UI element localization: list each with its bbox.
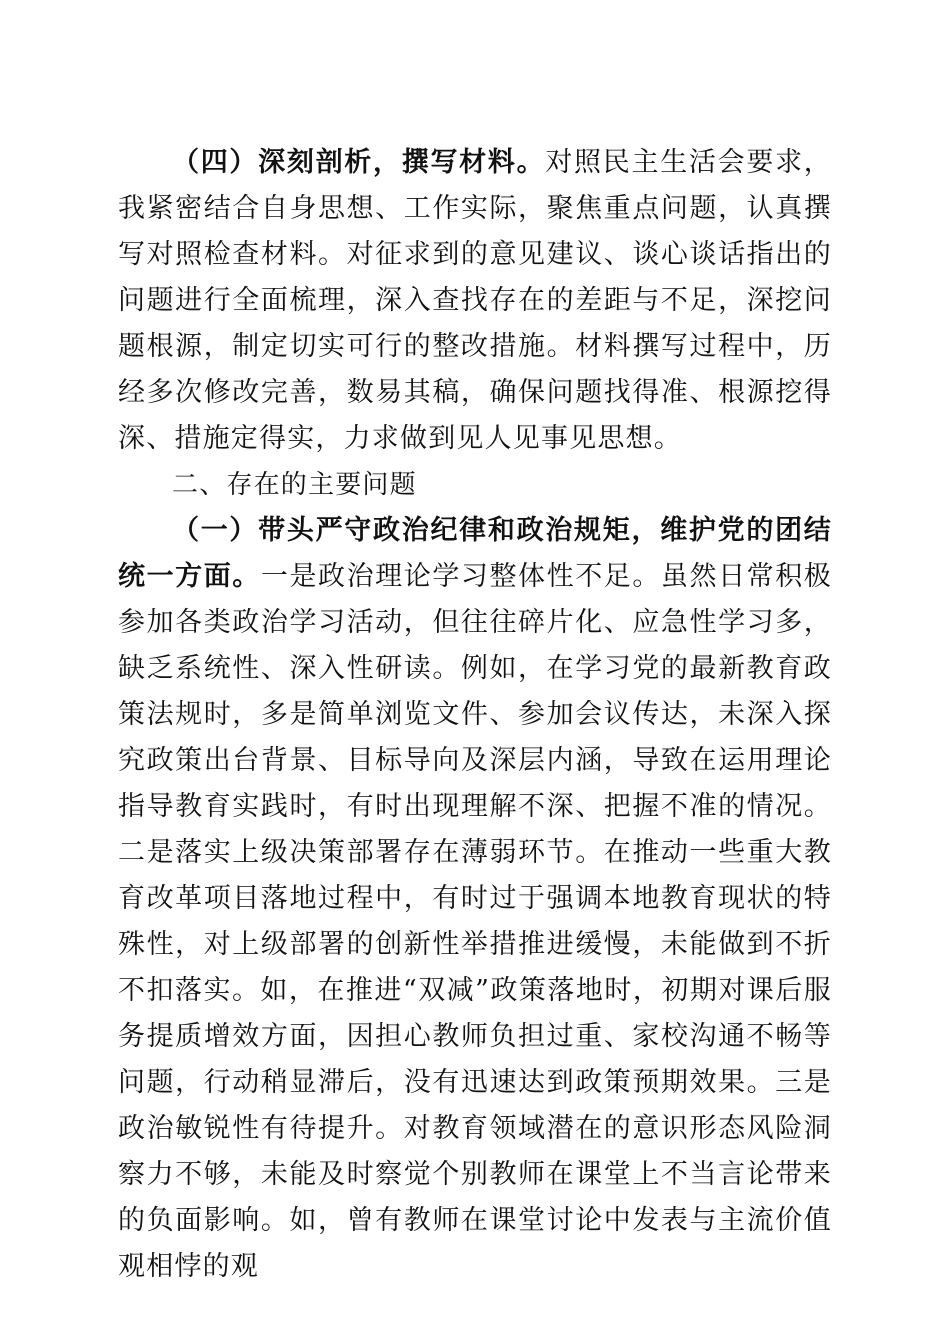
part-2-heading: 二、存在的主要问题 <box>172 470 417 500</box>
part-2-item-1-body: 一是政治理论学习整体性不足。虽然日常积极参加各类政治学习活动，但往往碎片化、应急性学习多，缺乏系统性、深入性研读。例如，在学习党的最新教育政策法规时，多是简单浏览文件、参加会议传达，未深入探究政策出台背景、目标导向及深层内涵，导致在运用理论指导教育实践时，有时出现理解不深、把握不准的情况。二是落实上级决策部署存在薄弱环节。在推动一些重大教育改革项目落地过程中，有时过于强调本地教育现状的特殊性，对上级部署的创新性举措推进缓慢，未能做到不折不扣落实。如，在推进“双减”政策落地时，初期对课后服务提质增效方面，因担心教师负担过重、家校沟通不畅等问题，行动稍显滞后，没有迅速达到政策预期效果。三是政治敏锐性有待提升。对教育领域潜在的意识形态风险洞察力不够，未能及时察觉个别教师在课堂上不当言论带来的负面影响。如，曾有教师在课堂讨论中发表与主流价值观相悖的观 <box>118 561 832 1282</box>
section-4-lead: （四）深刻剖析，撰写材料。 <box>172 147 546 178</box>
part-2-item-1-lead: （一）带头严守政治纪律和政治规矩，维护党的团结统一方面。 <box>118 515 832 592</box>
document-body <box>118 140 832 1290</box>
paragraph-section-4 <box>118 140 832 462</box>
section-4-body: 对照民主生活会要求，我紧密结合自身思想、工作实际，聚焦重点问题，认真撰写对照检查材料。对征求到的意见建议、谈心谈话指出的问题进行全面梳理，深入查找存在的差距与不足，深挖问题根源，制定切实可行的整改措施。材料撰写过程中，历经多次修改完善，数易其稿，确保问题找得准、根源挖得深、措施定得实，力求做到见人见事见思想。 <box>118 147 833 454</box>
paragraph-part-2-item-1 <box>118 508 832 1290</box>
